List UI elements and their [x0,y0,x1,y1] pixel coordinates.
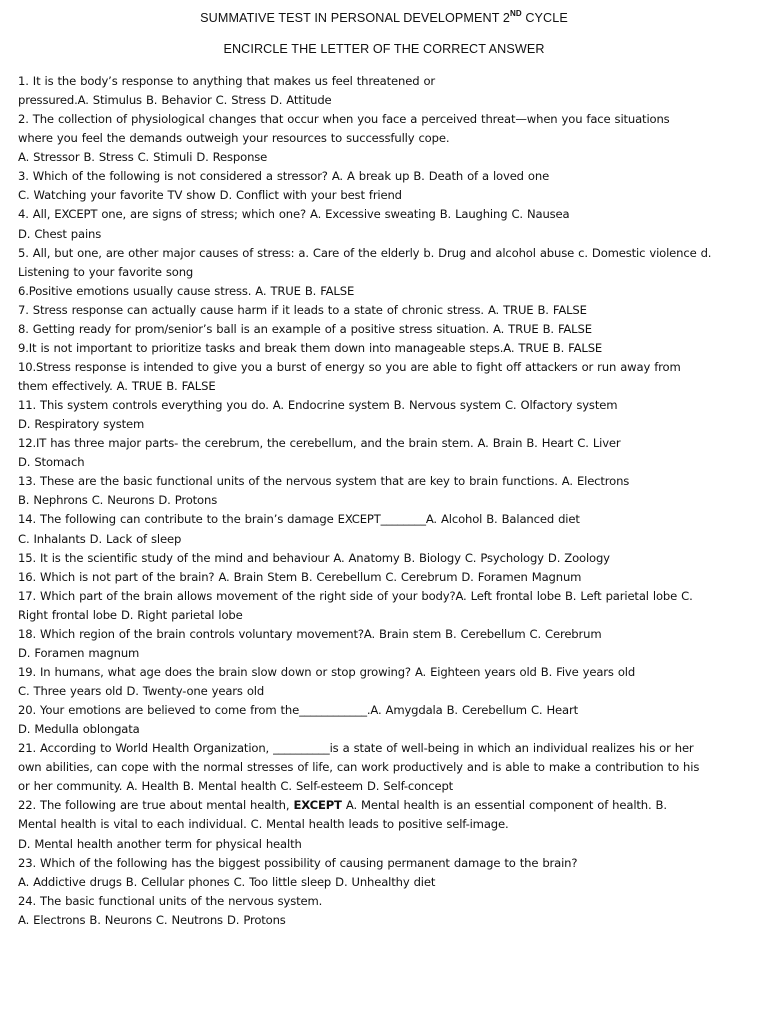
question-line: 11. This system controls everything you do. A. Endocrine system B. Nervous system C. Olfactory system [18,398,618,413]
question-line: 21. According to World Health Organization, __________is a state of well-being in which an individual realizes his or her [18,741,694,756]
question-line: 7. Stress response can actually cause harm if it leads to a state of chronic stress. A. TRUE B. FALSE [18,302,587,317]
question-line [18,796,758,815]
question-line: D. Mental health another term for physical health [18,836,302,851]
question-line: 17. Which part of the brain allows movement of the right side of your body?A. Left frontal lobe B. Left parietal lobe C. [18,588,693,603]
question-line: own abilities, can cope with the normal stresses of life, can work productively and is able to make a contribution to his [18,760,700,775]
title-text: SUMMATIVE TEST IN PERSONAL DEVELOPMENT 2 [200,11,510,25]
question-list [18,72,758,930]
emphasis-text: EXCEPT [293,798,342,813]
question-line: A. Stressor B. Stress C. Stimuli D. Response [18,150,268,165]
instruction-heading: ENCIRCLE THE LETTER OF THE CORRECT ANSWER [223,42,545,56]
question-line: Right frontal lobe D. Right parietal lobe [18,607,243,622]
title-suffix: CYCLE [521,11,568,25]
question-line: D. Medulla oblongata [18,722,140,737]
question-line: 9.It is not important to prioritize tasks and break them down into manageable steps.A. TRUE B. FALSE [18,340,603,355]
question-line: 10.Stress response is intended to give you a burst of energy so you are able to fight off attackers or run away from [18,359,681,374]
question-line: C. Watching your favorite TV show D. Conflict with your best friend [18,188,402,203]
question-line: 16. Which is not part of the brain? A. Brain Stem B. Cerebellum C. Cerebrum D. Foramen Magnum [18,569,582,584]
question-line: 12.IT has three major parts- the cerebrum, the cerebellum, and the brain stem. A. Brain B. Heart C. Liver [18,436,621,451]
question-line: 23. Which of the following has the biggest possibility of causing permanent damage to the brain? [18,855,578,870]
question-line: 8. Getting ready for prom/senior’s ball is an example of a positive stress situation. A. TRUE B. FALSE [18,321,592,336]
question-line: pressured.A. Stimulus B. Behavior C. Stress D. Attitude [18,93,332,108]
line-text: A. Mental health is an essential component of health. B. [341,798,667,813]
question-line: 5. All, but one, are other major causes of stress: a. Care of the elderly b. Drug and alcohol abuse c. Domestic violence d. [18,245,712,260]
page-title [0,11,768,25]
question-line: D. Foramen magnum [18,645,140,660]
question-line: B. Nephrons C. Neurons D. Protons [18,493,218,508]
question-line: 24. The basic functional units of the nervous system. [18,893,323,908]
question-line: D. Stomach [18,455,85,470]
question-line: 6.Positive emotions usually cause stress. A. TRUE B. FALSE [18,283,355,298]
question-line: 1. It is the body’s response to anything that makes us feel threatened or [18,74,436,88]
question-line: C. Three years old D. Twenty-one years old [18,684,265,698]
question-line: or her community. A. Health B. Mental health C. Self-esteem D. Self-concept [18,779,454,794]
question-line: where you feel the demands outweigh your resources to successfully cope. [18,131,450,146]
question-line: Mental health is vital to each individual. C. Mental health leads to positive self-image. [18,817,509,832]
question-line: 2. The collection of physiological changes that occur when you face a perceived threat—when you face situations [18,112,670,127]
question-line: A. Electrons B. Neurons C. Neutrons D. Protons [18,912,286,927]
question-line: C. Inhalants D. Lack of sleep [18,531,182,546]
question-line: 18. Which region of the brain controls voluntary movement?A. Brain stem B. Cerebellum C. Cerebrum [18,626,602,641]
question-line: 20. Your emotions are believed to come from the____________.A. Amygdala B. Cerebellum C. Heart [18,703,579,718]
line-text: 22. The following are true about mental health, [18,798,294,813]
question-line: D. Chest pains [18,226,102,241]
question-line: 4. All, EXCEPT one, are signs of stress; which one? A. Excessive sweating B. Laughing C. Nausea [18,207,570,222]
question-line: D. Respiratory system [18,417,145,432]
question-line: 3. Which of the following is not considered a stressor? A. A break up B. Death of a loved one [18,169,550,184]
question-line: 19. In humans, what age does the brain slow down or stop growing? A. Eighteen years old B. Five years old [18,664,636,679]
question-line: 14. The following can contribute to the brain’s damage EXCEPT________A. Alcohol B. Balanced diet [18,512,580,527]
question-line: them effectively. A. TRUE B. FALSE [18,379,216,393]
title-superscript: ND [509,9,522,18]
question-line: 15. It is the scientific study of the mind and behaviour A. Anatomy B. Biology C. Psychology D. Zoology [18,550,610,565]
question-line: A. Addictive drugs B. Cellular phones C. Too little sleep D. Unhealthy diet [18,874,436,889]
question-line: 13. These are the basic functional units of the nervous system that are key to brain functions. A. Electrons [18,474,630,489]
question-line: Listening to your favorite song [18,264,194,279]
